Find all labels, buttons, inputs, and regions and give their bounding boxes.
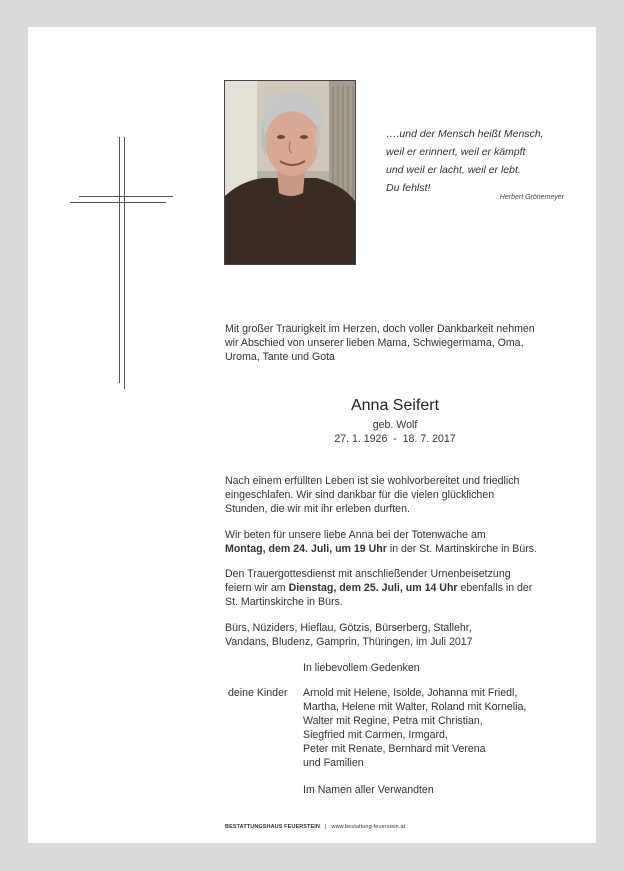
service-post: ebenfalls in der — [457, 582, 533, 594]
children-line: Walter mit Regine, Petra mit Christian, — [303, 715, 483, 727]
deceased-name: Anna Seifert — [350, 397, 440, 414]
wake-location: in der St. Martinskirche in Bürs. — [386, 543, 538, 555]
footer-brand: BESTATTUNGSHAUS FEUERSTEIN — [225, 824, 320, 830]
cross-vertical-line-right — [124, 137, 125, 389]
children-list — [303, 686, 573, 770]
places-line: Vandans, Bludenz, Gamprin, Thüringen, im Juli 2017 — [225, 636, 473, 648]
service-date: Dienstag, dem 25. Juli, um 14 Uhr — [288, 582, 458, 594]
passing-line: Stunden, die wir mit ihr erleben durften. — [225, 503, 410, 515]
passing-text — [225, 474, 570, 516]
footer — [225, 824, 405, 830]
intro-line: wir Abschied von unserer lieben Mama, Schwiegermama, Oma, — [225, 337, 524, 349]
children-line: und Familien — [303, 757, 364, 769]
quote-author: Herbert Grönemeyer — [499, 194, 564, 201]
children-line: Siegfried mit Carmen, Irmgard, — [303, 729, 448, 741]
places-line: Bürs, Nüziders, Hieflau, Götzis, Bürserberg, Stallehr, — [225, 622, 472, 634]
children-line: Peter mit Renate, Bernhard mit Verena — [303, 743, 486, 755]
portrait-image — [225, 81, 355, 264]
service-line-2 — [225, 581, 570, 595]
service-line: St. Martinskirche in Bürs. — [225, 596, 343, 608]
passing-line: eingeschlafen. Wir sind dankbar für die vielen glücklichen — [225, 489, 495, 501]
quote-block — [386, 125, 586, 197]
footer-separator: | — [324, 824, 327, 830]
intro-line: Uroma, Tante und Gota — [225, 351, 335, 363]
wake-line: Wir beten für unsere liebe Anna bei der Totenwache am — [225, 529, 486, 541]
wake-line-2 — [225, 542, 570, 556]
service-text — [225, 567, 570, 609]
service-pre: feiern wir am — [225, 582, 289, 594]
intro-line: Mit großer Traurigkeit im Herzen, doch voller Dankbarkeit nehmen — [225, 323, 535, 335]
children-line: Martha, Helene mit Walter, Roland mit Kornelia, — [303, 701, 527, 713]
cross-horizontal-line-bottom — [70, 202, 166, 203]
quote-line: weil er erinnert, weil er kämpft — [386, 146, 526, 158]
cross-vertical-line-left — [119, 137, 120, 383]
service-line: Den Trauergottesdienst mit anschließender Urnenbeisetzung — [225, 568, 511, 580]
quote-line: Du fehlst! — [386, 182, 431, 194]
wake-date: Montag, dem 24. Juli, um 19 Uhr — [225, 543, 387, 555]
wake-text — [225, 528, 570, 556]
life-dates: 27. 1. 1926 - 18. 7. 2017 — [334, 433, 456, 445]
portrait-photo — [224, 80, 356, 265]
quote-line: ….und der Mensch heißt Mensch, — [386, 128, 544, 140]
places-text — [225, 621, 570, 649]
cross-horizontal-line-top — [79, 196, 173, 197]
relatives-text: Im Namen aller Verwandten — [303, 784, 434, 796]
birth-name: geb. Wolf — [372, 419, 418, 431]
children-label: deine Kinder — [228, 687, 288, 699]
memory-text: In liebevollem Gedenken — [303, 662, 420, 674]
quote-line: und weil er lacht, weil er lebt. — [386, 164, 521, 176]
footer-website: www.bestattung-feuerstein.at — [331, 824, 406, 830]
children-line: Arnold mit Helene, Isolde, Johanna mit Friedl, — [303, 687, 518, 699]
intro-text — [225, 322, 570, 364]
passing-line: Nach einem erfüllten Leben ist sie wohlvorbereitet und friedlich — [225, 475, 520, 487]
